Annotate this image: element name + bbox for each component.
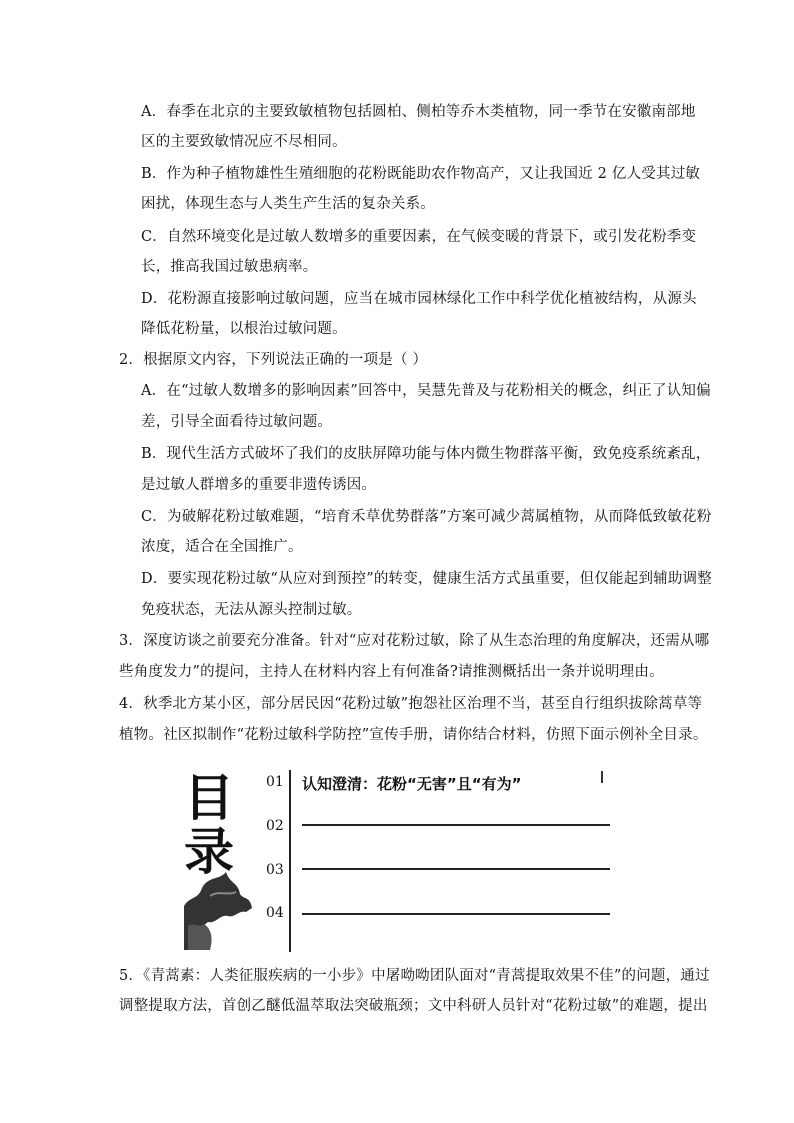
toc-figure: [178, 762, 618, 952]
q3-line1: 3．深度访谈之前要充分准备。针对“应对花粉过敏，除了从生态治理的角度解决，还需从哪: [119, 633, 710, 649]
toc-tick-mark: [601, 771, 603, 783]
ink-landscape-icon: [180, 866, 256, 950]
q5-line2: 调整提取方法，首创乙醚低温萃取法突破瓶颈；文中科研人员针对“花粉过敏”的难题，提出: [119, 998, 708, 1014]
q1-option-d-line2: 降低花粉量，以根治过敏问题。: [141, 321, 347, 337]
toc-blank-line-02: [302, 824, 610, 826]
q2-option-b-line1: B．现代生活方式破坏了我们的皮肤屏障功能与体内微生物群落平衡，致免疫系统紊乱，: [141, 446, 711, 462]
q5-line1: 5．《青蒿素：人类征服疾病的一小步》中屠呦呦团队面对“青蒿提取效果不佳”的问题，通过: [119, 968, 710, 984]
toc-blank-line-04: [302, 913, 610, 915]
q2-option-b-line2: 是过敏人群增多的重要非遗传诱因。: [141, 477, 377, 493]
q1-option-a-line1: A．春季在北京的主要致敏植物包括圆柏、侧柏等乔木类植物，同一季节在安徽南部地: [141, 104, 696, 120]
toc-number-02: 02: [266, 818, 284, 834]
toc-number-03: 03: [266, 862, 284, 878]
toc-brush-char-lu: 录: [184, 823, 234, 881]
q2-option-d-line2: 免疫状态，无法从源头控制过敏。: [141, 602, 362, 618]
q2-stem: 2．根据原文内容，下列说法正确的一项是（ ）: [119, 352, 428, 368]
q2-option-a-line1: A．在“过敏人数增多的影响因素”回答中，吴慧先普及与花粉相关的概念，纠正了认知偏: [141, 383, 711, 399]
q3-line2: 些角度发力”的提问，主持人在材料内容上有何准备?请推测概括出一条并说明理由。: [119, 664, 664, 680]
q1-option-d-line1: D．花粉源直接影响过敏问题，应当在城市园林绿化工作中科学优化植被结构，从源头: [141, 291, 697, 307]
toc-brush-char-mu: 目: [184, 769, 234, 827]
toc-number-04: 04: [266, 905, 284, 921]
q1-option-c-line2: 长，推高我国过敏患病率。: [141, 259, 318, 275]
toc-number-01: 01: [266, 774, 284, 790]
q1-option-b-line1: B．作为种子植物雄性生殖细胞的花粉既能助农作物高产，又让我国近 2 亿人受其过敏: [141, 166, 701, 182]
q2-option-d-line1: D．要实现花粉过敏“从应对到预控”的转变，健康生活方式虽重要，但仅能起到辅助调整: [141, 571, 712, 587]
q4-line2: 植物。社区拟制作“花粉过敏科学防控”宣传手册，请你结合材料，仿照下面示例补全目录。: [119, 727, 708, 743]
q4-line1: 4．秋季北方某小区，部分居民因“花粉过敏”抱怨社区治理不当，甚至自行组织拔除蒿草等: [119, 696, 703, 712]
q1-option-c-line1: C．自然环境变化是过敏人数增多的重要因素，在气候变暖的背景下，或引发花粉季变: [141, 229, 697, 245]
q1-option-a-line2: 区的主要致敏情况应不尽相同。: [141, 134, 347, 150]
toc-vertical-line: [289, 770, 291, 952]
q2-option-c-line1: C．为破解花粉过敏难题，“培育禾草优势群落”方案可减少蒿属植物，从而降低致敏花粉: [141, 509, 712, 525]
toc-entry-01: 认知澄清：花粉“无害”且“有为”: [302, 775, 522, 793]
q2-option-a-line2: 差，引导全面看待过敏问题。: [141, 414, 333, 430]
q2-option-c-line2: 浓度，适合在全国推广。: [141, 539, 303, 555]
q1-option-b-line2: 困扰，体现生态与人类生产生活的复杂关系。: [141, 196, 435, 212]
toc-blank-line-03: [302, 868, 610, 870]
